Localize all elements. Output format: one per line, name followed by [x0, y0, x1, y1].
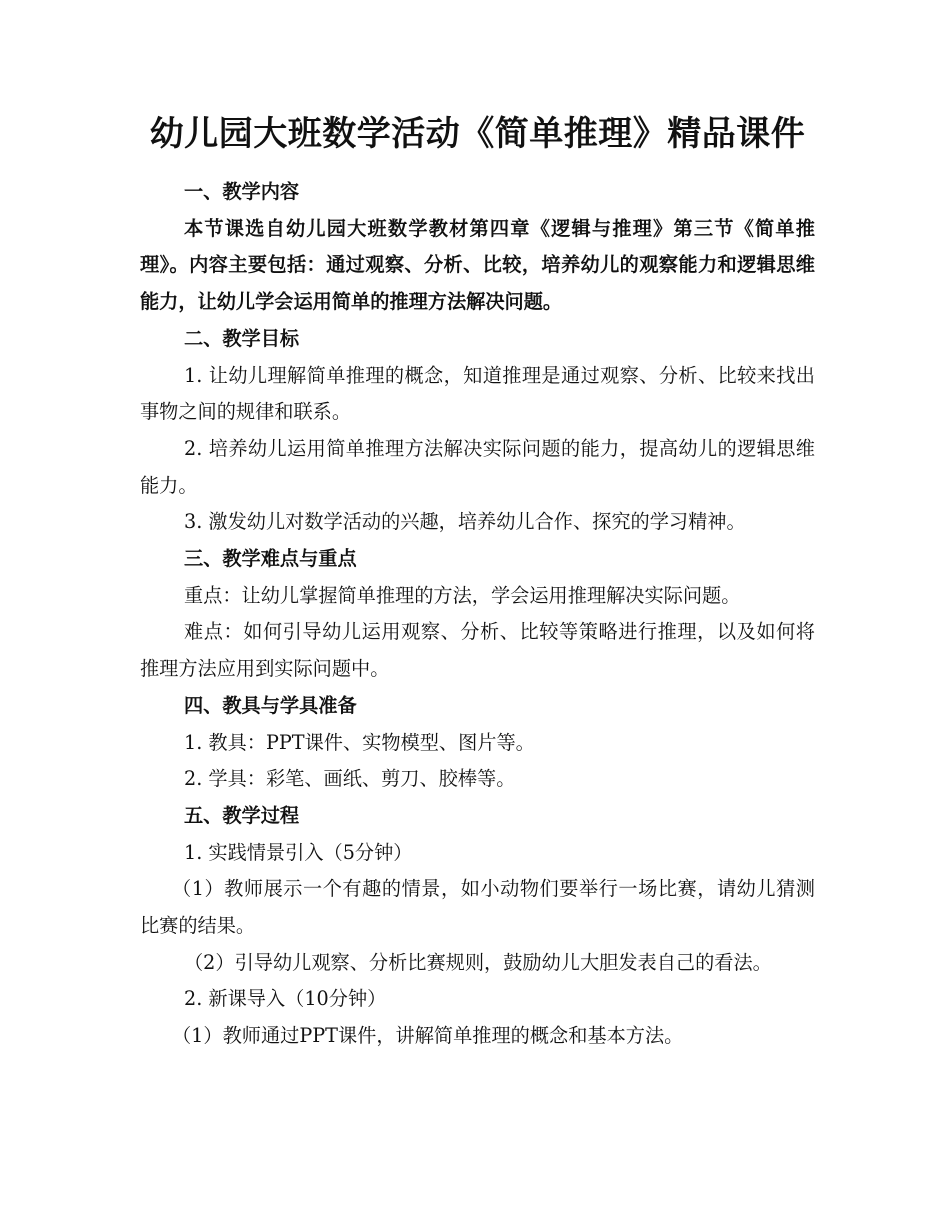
document-title: 幼儿园大班数学活动《简单推理》精品课件 [149, 114, 806, 154]
process-step-1-item-2: （2）引导幼儿观察、分析比赛规则，鼓励幼儿大胆发表自己的看法。 [184, 950, 772, 974]
materials-item-2: 2. 学具：彩笔、画纸、剪刀、胶棒等。 [184, 767, 516, 791]
objective-item-2: 2. 培养幼儿运用简单推理方法解决实际问题的能力，提高幼儿的逻辑思维能力。 [140, 436, 815, 497]
section-heading-process: 五、教学过程 [184, 803, 300, 827]
objective-item-3: 3. 激发幼儿对数学活动的兴趣，培养幼儿合作、探究的学习精神。 [184, 510, 746, 534]
section-heading-materials: 四、教具与学具准备 [184, 693, 357, 717]
section-heading-key-points: 三、教学难点与重点 [184, 547, 357, 571]
section-heading-content: 一、教学内容 [184, 180, 300, 203]
objective-item-1: 1. 让幼儿理解简单推理的概念，知道推理是通过观察、分析、比较来找出事物之间的规律和联系。 [140, 363, 815, 424]
process-step-2-item-1: （1）教师通过PPT课件，讲解简单推理的概念和基本方法。 [172, 1024, 684, 1048]
process-step-1-item-1: （1）教师展示一个有趣的情景，如小动物们要举行一场比赛，请幼儿猜测比赛的结果。 [140, 877, 815, 938]
process-step-2: 2. 新课导入（10分钟） [184, 987, 387, 1011]
process-step-1: 1. 实践情景引入（5分钟） [184, 840, 413, 864]
section-heading-objectives: 二、教学目标 [184, 326, 300, 350]
key-point-paragraph: 重点：让幼儿掌握简单推理的方法，学会运用推理解决实际问题。 [184, 583, 741, 607]
content-paragraph: 本节课选自幼儿园大班数学教材第四章《逻辑与推理》第三节《简单推理》。内容主要包括：通过观察、分析、比较，培养幼儿的观察能力和逻辑思维能力，让幼儿学会运用简单的推理方法解决问题。 [140, 216, 815, 314]
materials-item-1: 1. 教具：PPT课件、实物模型、图片等。 [184, 730, 535, 754]
difficulty-paragraph: 难点：如何引导幼儿运用观察、分析、比较等策略进行推理，以及如何将推理方法应用到实际问题中。 [140, 620, 815, 681]
